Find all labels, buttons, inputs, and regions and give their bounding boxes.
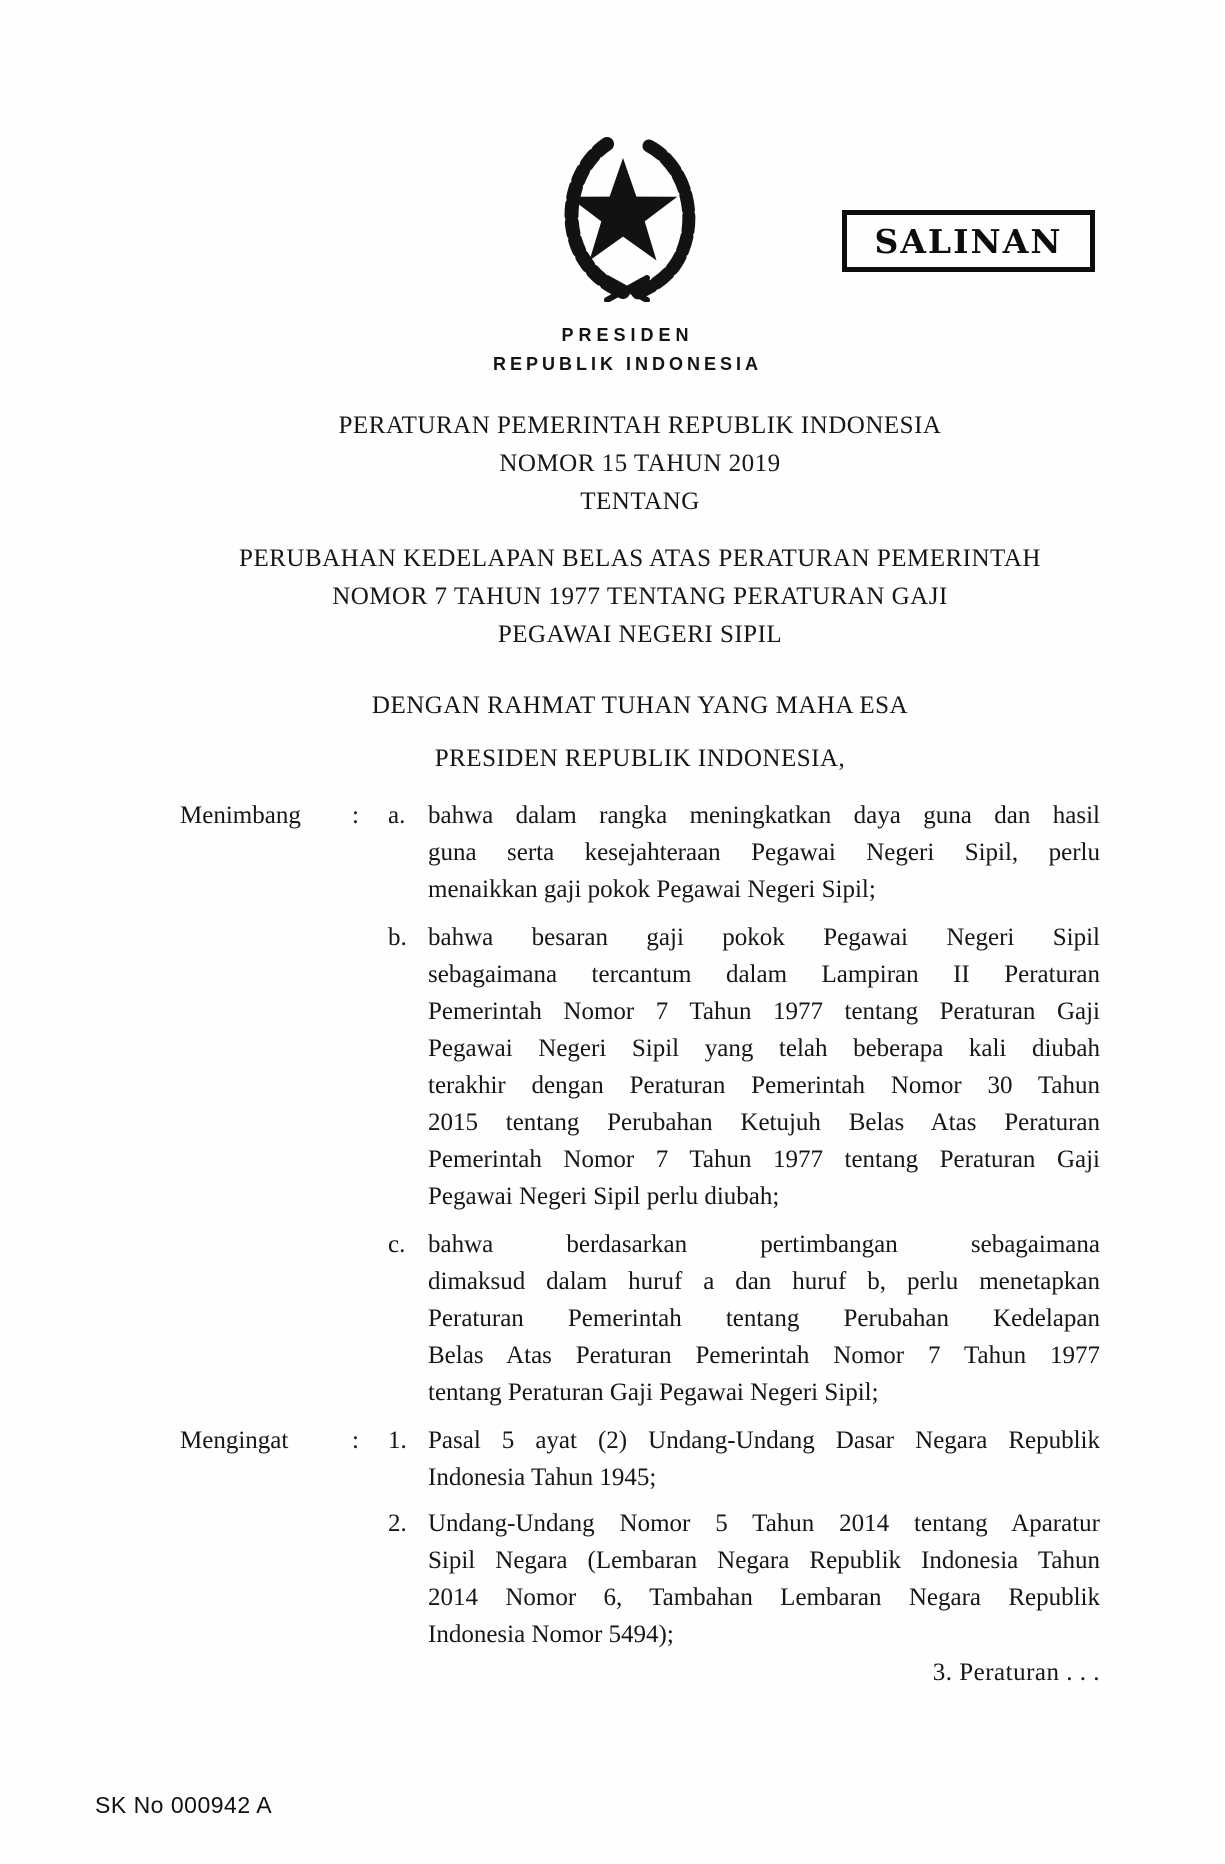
rahmat-line: DENGAN RAHMAT TUHAN YANG MAHA ESA: [371, 692, 909, 719]
salinan-label: SALINAN: [874, 221, 1063, 261]
menimbang-item-b: [388, 919, 1100, 1215]
menimbang-colon: :: [352, 802, 359, 829]
title-line-6: PEGAWAI NEGERI SIPIL: [497, 621, 783, 648]
text-line: bahwa besaran gaji pokok Pegawai Negeri Sipil: [428, 924, 1100, 951]
text-line: bahwa dalam rangka meningkatkan daya guna dan hasil: [428, 802, 1100, 829]
title-line-5: NOMOR 7 TAHUN 1977 TENTANG PERATURAN GAJI: [332, 583, 948, 610]
item-marker: b.: [388, 924, 407, 951]
text-line: terakhir dengan Peraturan Pemerintah Nomor 30 Tahun: [428, 1072, 1100, 1099]
star-wreath-seal-icon: [543, 130, 713, 302]
text-line: guna serta kesejahteraan Pegawai Negeri Sipil, perlu: [428, 839, 1100, 866]
title-line-4: PERUBAHAN KEDELAPAN BELAS ATAS PERATURAN PEMERINTAH: [239, 545, 1041, 572]
item-text: [428, 919, 1100, 1215]
text-line: dimaksud dalam huruf a dan huruf b, perlu menetapkan: [428, 1268, 1100, 1295]
item-marker: 1.: [388, 1427, 407, 1454]
menimbang-items: [388, 797, 1100, 1422]
item-text: [428, 1422, 1100, 1496]
document-control-number: SK No 000942 A: [95, 1792, 273, 1818]
item-text: [428, 1505, 1100, 1653]
mengingat-item-1: [388, 1422, 1100, 1496]
text-line: Sipil Negara (Lembaran Negara Republik Indonesia Tahun: [428, 1547, 1100, 1574]
item-text: [428, 797, 1100, 908]
text-line: Indonesia Nomor 5494);: [428, 1621, 674, 1648]
item-marker: a.: [388, 802, 406, 829]
item-marker: 2.: [388, 1510, 407, 1537]
item-text: [428, 1226, 1100, 1411]
title-line-3: TENTANG: [580, 488, 700, 515]
salinan-stamp: [842, 210, 1095, 272]
letterhead-republik-indonesia: REPUBLIK INDONESIA: [492, 354, 762, 374]
mengingat-label: Mengingat: [180, 1427, 289, 1454]
text-line: tentang Peraturan Gaji Pegawai Negeri Sipil;: [428, 1379, 879, 1406]
mengingat-items: [388, 1422, 1100, 1664]
text-line: 2014 Nomor 6, Tambahan Lembaran Negara Republik: [428, 1584, 1100, 1611]
letterhead: [0, 321, 1225, 379]
text-line: sebagaimana tercantum dalam Lampiran II Peraturan: [428, 961, 1100, 988]
title-line-2: NOMOR 15 TAHUN 2019: [499, 450, 781, 477]
mengingat-colon: :: [352, 1427, 359, 1454]
text-line: Undang-Undang Nomor 5 Tahun 2014 tentang Aparatur: [428, 1510, 1100, 1537]
text-line: Peraturan Pemerintah tentang Perubahan Kedelapan: [428, 1305, 1100, 1332]
text-line: bahwa berdasarkan pertimbangan sebagaimana: [428, 1231, 1100, 1258]
item-marker: c.: [388, 1231, 406, 1258]
title-line-1: PERATURAN PEMERINTAH REPUBLIK INDONESIA: [338, 412, 942, 439]
text-line: Belas Atas Peraturan Pemerintah Nomor 7 Tahun 1977: [428, 1342, 1100, 1369]
text-line: Indonesia Tahun 1945;: [428, 1464, 657, 1491]
text-line: Pemerintah Nomor 7 Tahun 1977 tentang Peraturan Gaji: [428, 1146, 1100, 1173]
text-line: menaikkan gaji pokok Pegawai Negeri Sipil;: [428, 876, 876, 903]
menimbang-label: Menimbang: [180, 802, 301, 829]
text-line: Pegawai Negeri Sipil perlu diubah;: [428, 1183, 780, 1210]
menimbang-item-c: [388, 1226, 1100, 1411]
catchword-next-page: 3. Peraturan . . .: [932, 1659, 1100, 1686]
text-line: Pasal 5 ayat (2) Undang-Undang Dasar Negara Republik: [428, 1427, 1100, 1454]
letterhead-presiden: PRESIDEN: [561, 325, 694, 345]
regulation-title-block: [0, 407, 1225, 778]
text-line: Pegawai Negeri Sipil yang telah beberapa kali diubah: [428, 1035, 1100, 1062]
menimbang-item-a: [388, 797, 1100, 908]
mengingat-item-2: [388, 1505, 1100, 1653]
text-line: Pemerintah Nomor 7 Tahun 1977 tentang Peraturan Gaji: [428, 998, 1100, 1025]
text-line: 2015 tentang Perubahan Ketujuh Belas Atas Peraturan: [428, 1109, 1100, 1136]
state-emblem: [543, 130, 713, 302]
presiden-line: PRESIDEN REPUBLIK INDONESIA,: [434, 745, 846, 772]
